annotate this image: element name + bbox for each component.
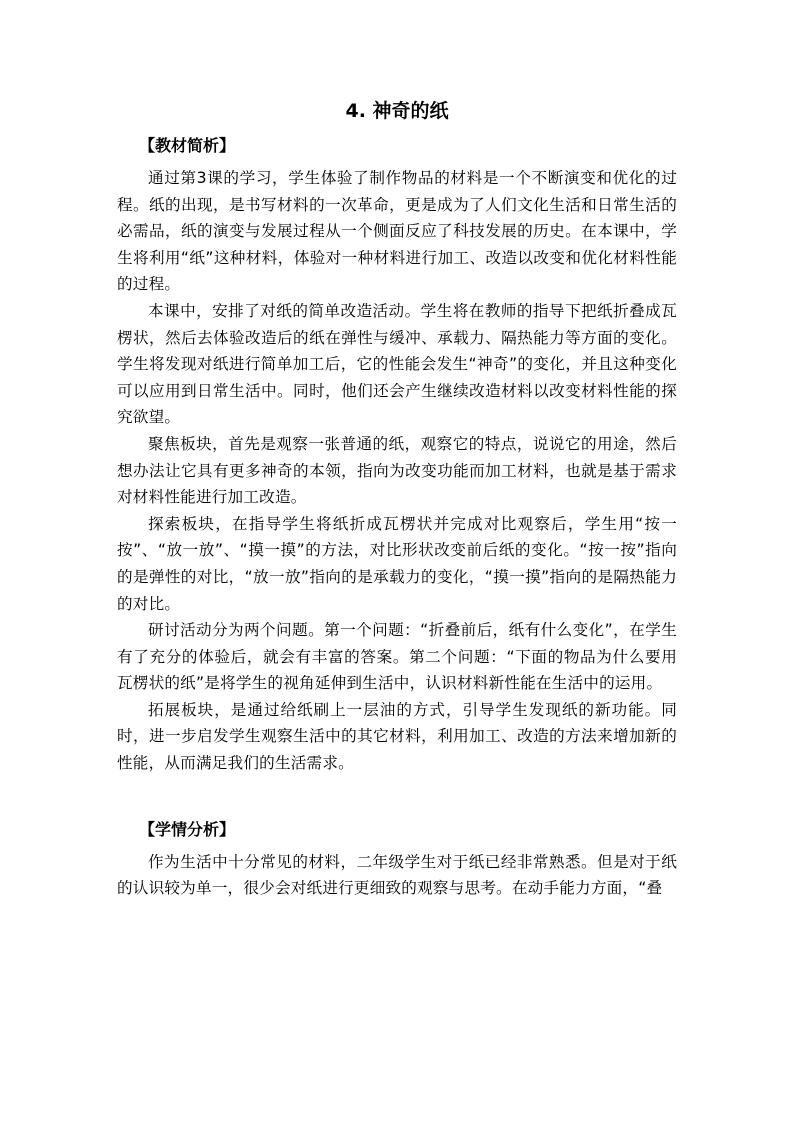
paragraph: 探索板块，在指导学生将纸折成瓦楞状并完成对比观察后，学生用“按一按”、“放一放”、“摸一摸”的方法，对比形状改变前后纸的变化。“按一按”指向的是弹性的对比，“放一放”指向的是承载力的变化，“摸一摸”指向的是隔热能力的对比。 — [117, 514, 677, 613]
paragraph: 拓展板块，是通过给纸刷上一层油的方式，引导学生发现纸的新功能。同时，进一步启发学生观察生活中的其它材料，利用加工、改造的方法来增加新的性能，从而满足我们的生活需求。 — [117, 700, 677, 773]
section-heading: 【学情分析】 — [139, 819, 236, 839]
paragraph: 聚焦板块，首先是观察一张普通的纸，观察它的特点，说说它的用途，然后想办法让它具有更多神奇的本领，指向为改变功能而加工材料，也就是基于需求对材料性能进行加工改造。 — [117, 434, 677, 507]
paragraph: 研讨活动分为两个问题。第一个问题：“折叠前后，纸有什么变化”，在学生有了充分的体验后，就会有丰富的答案。第二个问题：“下面的物品为什么要用瓦楞状的纸”是将学生的视角延伸到生活中，认识材料新性能在生活中的运用。 — [117, 621, 677, 693]
paragraph: 本课中，安排了对纸的简单改造活动。学生将在教师的指导下把纸折叠成瓦楞状，然后去体验改造后的纸在弹性与缓冲、承载力、隔热能力等方面的变化。学生将发现对纸进行简单加工后，它的性能会发生“神奇”的变化，并且这种变化可以应用到日常生活中。同时，他们还会产生继续改造材料以改变材料性能的探究欲望。 — [117, 301, 677, 427]
section-heading: 【教材简析】 — [139, 136, 236, 155]
paragraph: 通过第3课的学习，学生体验了制作物品的材料是一个不断演变和优化的过程。纸的出现，是书写材料的一次革命，更是成为了人们文化生活和日常生活的必需品，纸的演变与发展过程从一个侧面反应了科技发展的历史。在本课中，学生将利用“纸”这种材料，体验对一种材料进行加工、改造以改变和优化材料性能的过程。 — [117, 169, 677, 294]
document-title: 4. 神奇的纸 — [345, 100, 449, 122]
section-textbook-analysis — [117, 133, 677, 777]
document-body — [117, 133, 677, 902]
section-learner-analysis — [117, 817, 677, 902]
section-spacer — [117, 777, 677, 817]
paragraph: 作为生活中十分常见的材料，二年级学生对于纸已经非常熟悉。但是对于纸的认识较为单一，很少会对纸进行更细致的观察与思考。在动手能力方面，“叠 — [117, 852, 677, 898]
